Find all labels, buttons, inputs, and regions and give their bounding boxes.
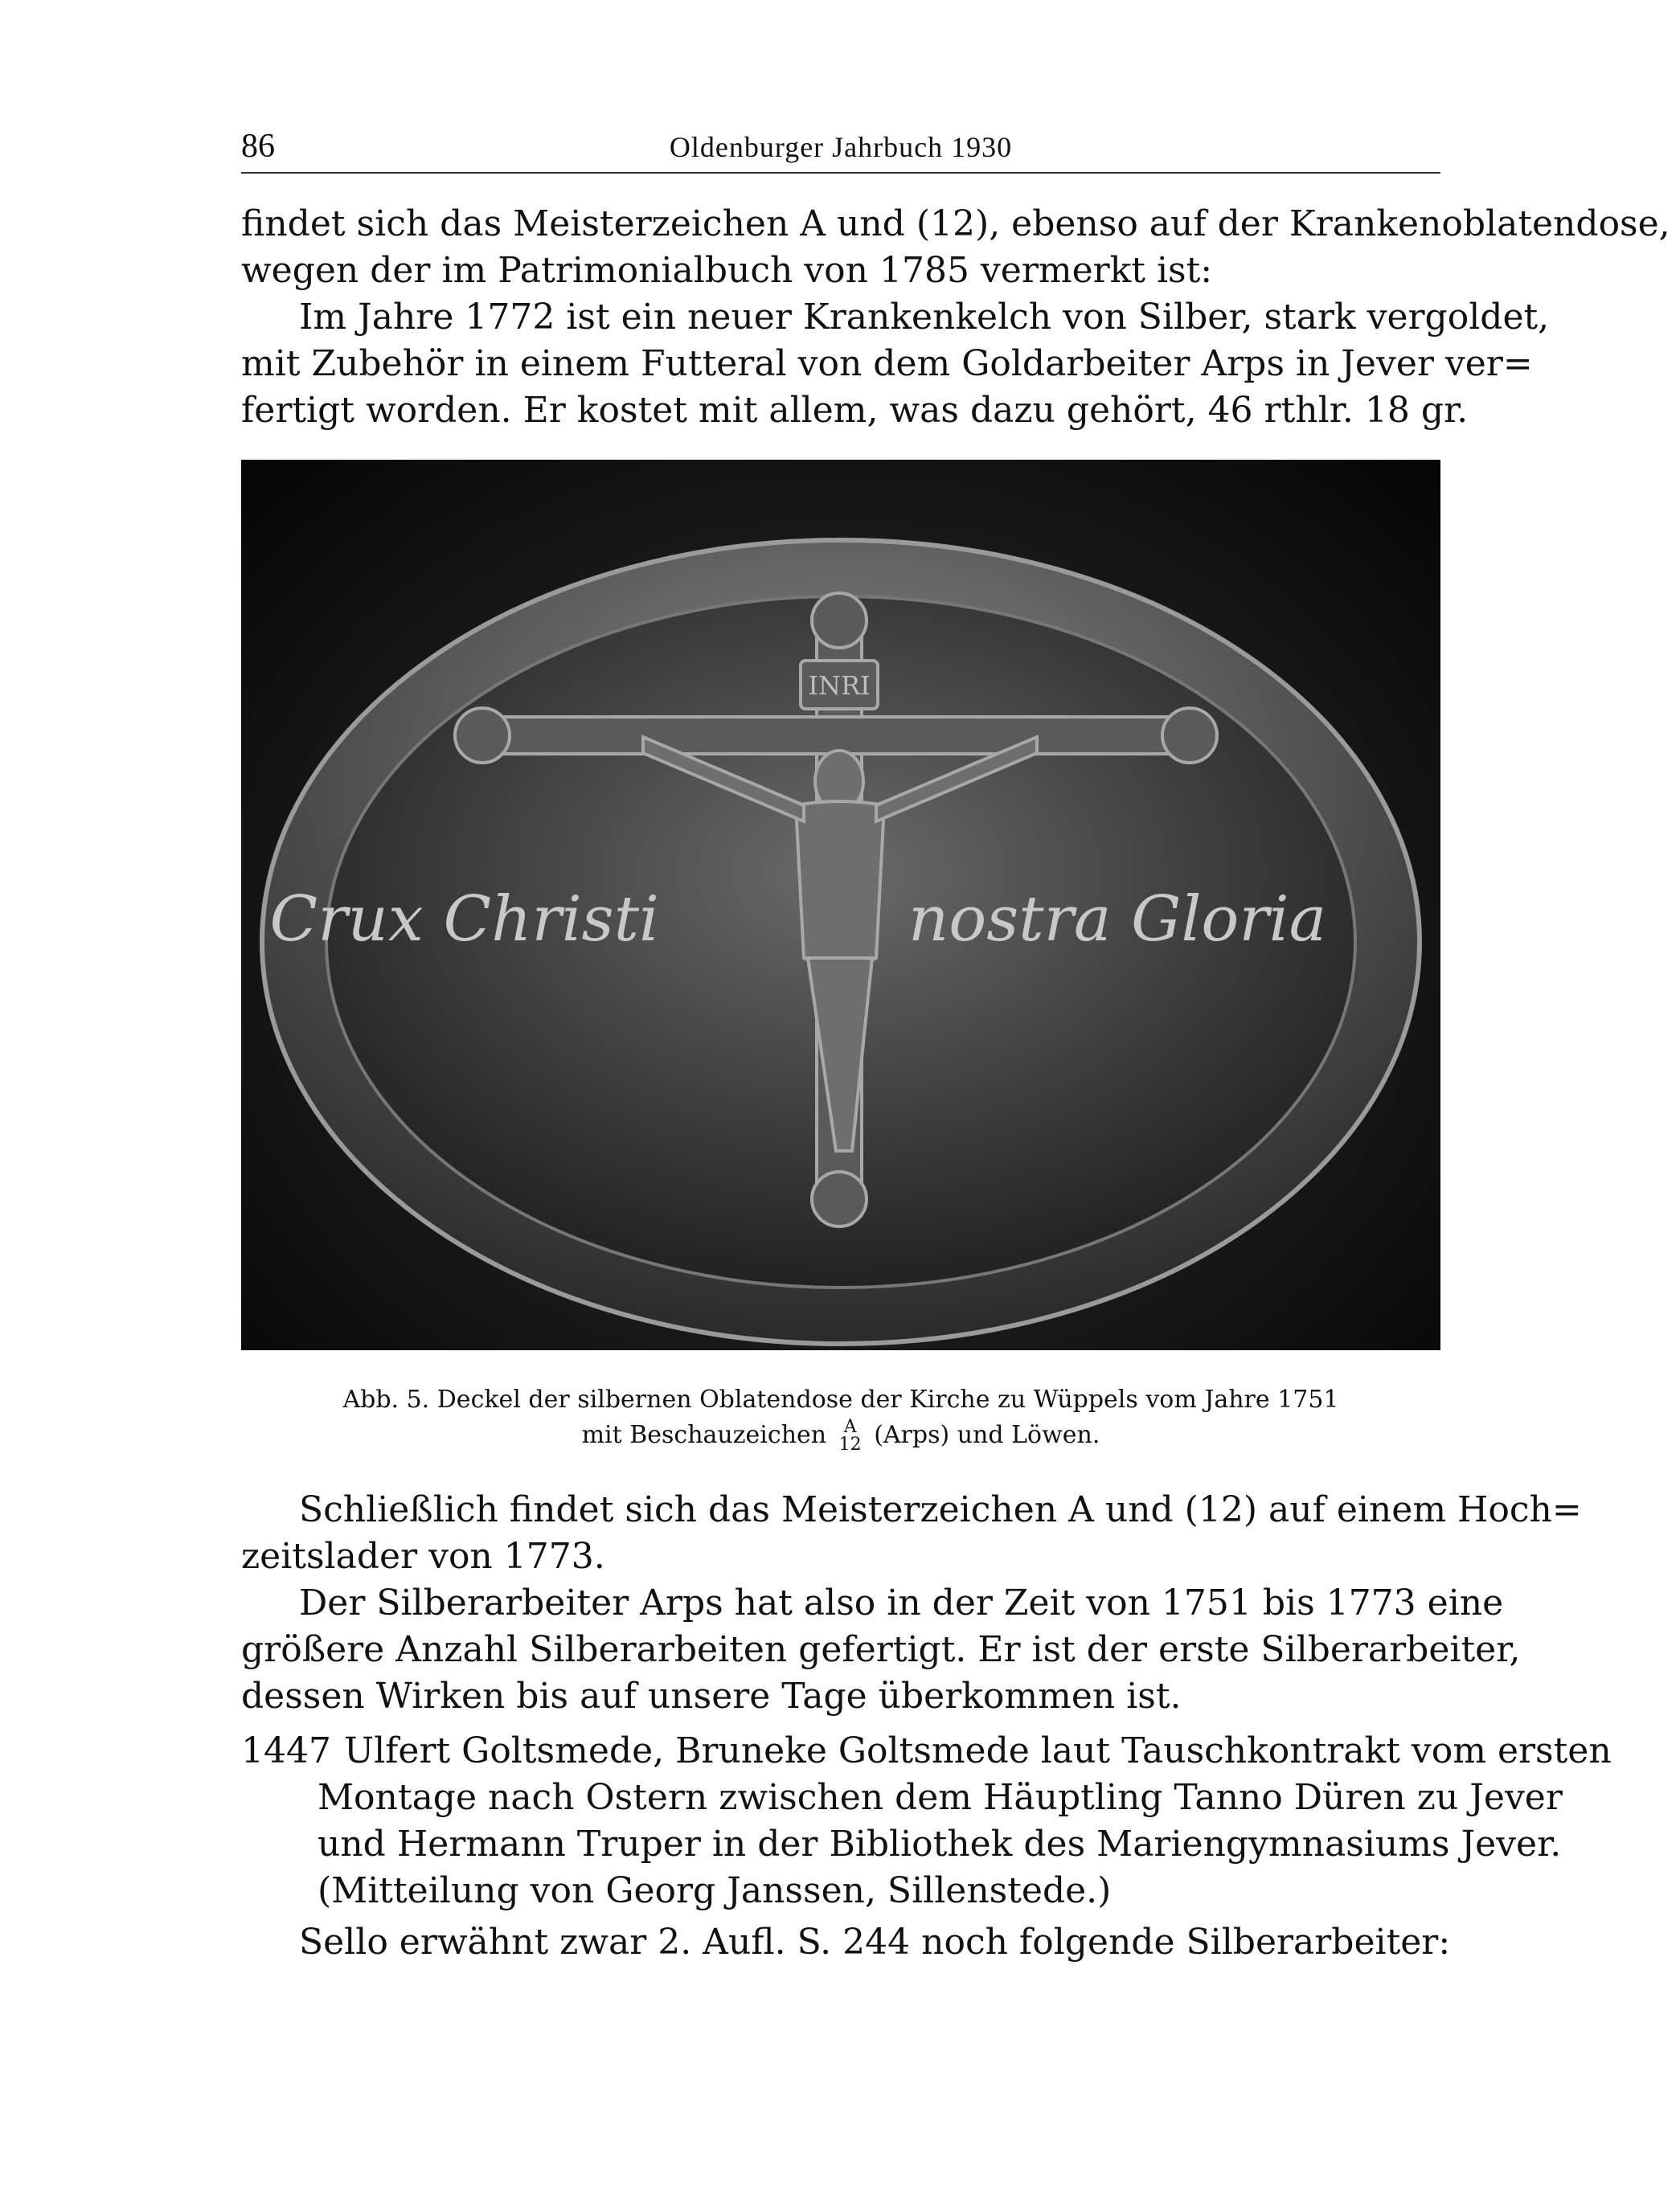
caption-line-1: Abb. 5. Deckel der silbernen Oblatendose der Kirche zu Wüppels vom Jahre 1751	[342, 1386, 1339, 1414]
hallmark-bottom: 12	[838, 1435, 862, 1455]
hallmark-top: A	[843, 1417, 857, 1437]
text-line: Der Silberarbeiter Arps hat also in der Zeit von 1751 bis 1773 eine	[299, 1583, 1504, 1623]
text-line: mit Zubehör in einem Futteral von dem Goldarbeiter Arps in Jever ver=	[241, 343, 1533, 384]
text-line: zeitslader von 1773.	[241, 1536, 605, 1577]
text-line: und Hermann Truper in der Bibliothek des Mariengymnasiums Jever.	[318, 1824, 1562, 1865]
paragraph-4	[241, 1580, 1521, 1720]
figure-caption	[241, 1382, 1440, 1454]
text-line: Montage nach Ostern zwischen dem Häuptling Tanno Düren zu Jever	[318, 1777, 1563, 1818]
entry-1447	[241, 1728, 1612, 1914]
text-line: Im Jahre 1772 ist ein neuer Krankenkelch von Silber, stark vergoldet,	[299, 297, 1550, 338]
paragraph-2	[241, 294, 1550, 434]
caption-text: (Arps) und Löwen.	[874, 1421, 1100, 1449]
running-title: Oldenburger Jahrbuch 1930	[669, 131, 1013, 163]
text-line: Schließlich findet sich das Meisterzeichen A und (12) auf einem Hoch=	[299, 1489, 1582, 1530]
text-line: größere Anzahl Silberarbeiten gefertigt. Er ist der erste Silberarbeiter,	[241, 1629, 1521, 1670]
text-line: wegen der im Patrimonialbuch von 1785 vermerkt ist:	[241, 250, 1213, 291]
figure-photo-oblaten-lid	[241, 460, 1440, 1350]
text-line: (Mitteilung von Georg Janssen, Sillenstede.)	[318, 1870, 1112, 1911]
lid-illustration	[241, 460, 1440, 1350]
hallmark-symbol	[839, 1419, 862, 1454]
caption-line-2	[241, 1418, 1440, 1454]
inscription-right: nostra Gloria	[908, 883, 1327, 956]
text-line: Sello erwähnt zwar 2. Aufl. S. 244 noch folgende Silberarbeiter:	[299, 1922, 1451, 1963]
page-header	[241, 121, 1440, 174]
entry-first-line	[241, 1728, 1612, 1775]
text-line: Ulfert Goltsmede, Bruneke Goltsmede laut Tauschkontrakt vom ersten	[343, 1730, 1612, 1771]
text-line: dessen Wirken bis auf unsere Tage überkommen ist.	[241, 1676, 1182, 1717]
caption-text: mit Beschauzeichen	[581, 1421, 827, 1449]
entry-number: 1447	[241, 1730, 331, 1771]
text-line: findet sich das Meisterzeichen A und (12), ebenso auf der Krankenoblatendose,	[241, 203, 1670, 244]
paragraph-5	[241, 1919, 1451, 1966]
page-number: 86	[241, 128, 275, 165]
text-line: fertigt worden. Er kostet mit allem, was dazu gehört, 46 rthlr. 18 gr.	[241, 390, 1469, 431]
cross-tablet-text: INRI	[808, 670, 871, 701]
inscription-left: Crux Christi	[269, 883, 659, 956]
paragraph-1	[241, 201, 1670, 294]
paragraph-3	[241, 1487, 1582, 1580]
